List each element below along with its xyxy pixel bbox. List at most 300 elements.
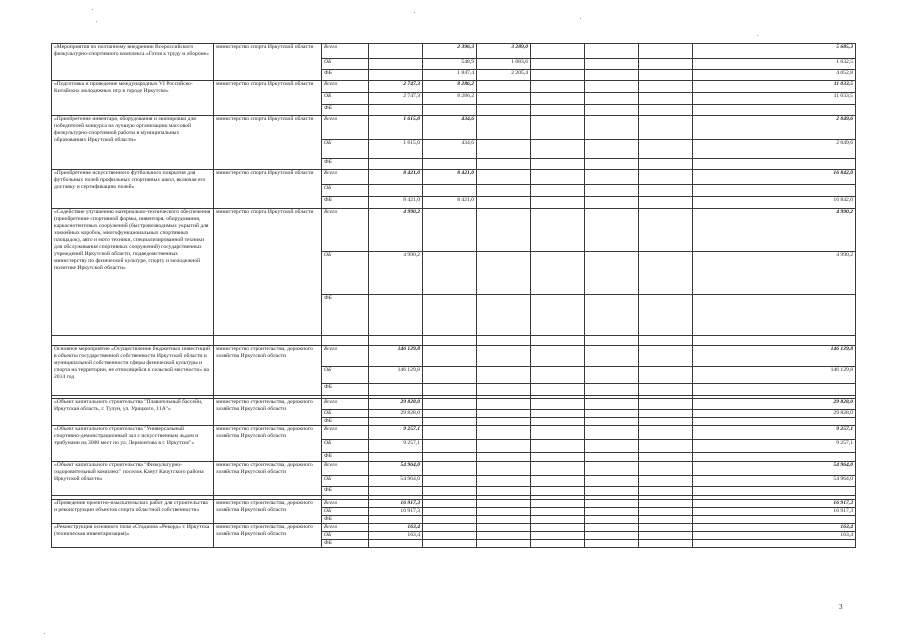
table-row [52, 170, 856, 185]
amount-cell [585, 159, 639, 170]
amount-cell [585, 170, 639, 185]
amount-cell [369, 105, 423, 116]
total-cell [693, 384, 856, 396]
total-cell: 5 685,3 [693, 44, 856, 59]
amount-cell: 2 205,4 [477, 70, 531, 81]
total-cell [693, 516, 856, 524]
amount-cell: 1 615,0 [369, 140, 423, 159]
funding-source: ОБ [322, 59, 369, 70]
amount-cell [585, 462, 639, 476]
amount-cell [477, 508, 531, 516]
amount-cell: 8 421,0 [423, 197, 477, 209]
amount-cell [585, 140, 639, 159]
amount-cell [531, 476, 585, 487]
amount-cell [531, 426, 585, 440]
amount-cell [531, 140, 585, 159]
total-cell: 11 033,5 [693, 81, 856, 93]
total-cell: 4 990,2 [693, 252, 856, 295]
amount-cell [423, 462, 477, 476]
total-cell [693, 159, 856, 170]
amount-cell [585, 476, 639, 487]
table-row [52, 209, 856, 252]
amount-cell [585, 487, 639, 496]
amount-cell [477, 516, 531, 524]
amount-cell [531, 70, 585, 81]
amount-cell [423, 185, 477, 197]
amount-cell [531, 209, 585, 252]
amount-cell: 54 964,0 [369, 462, 423, 476]
amount-cell: 1 615,0 [369, 116, 423, 140]
total-cell [693, 487, 856, 496]
amount-cell [531, 487, 585, 496]
funding-source: ФБ [322, 516, 369, 524]
funding-source: ОБ [322, 252, 369, 295]
amount-cell [531, 105, 585, 116]
amount-cell [477, 500, 531, 508]
amount-cell [531, 295, 585, 336]
amount-cell [531, 462, 585, 476]
executor: министерство строительства, дорожного хозяйства Иркутской области [214, 524, 322, 548]
total-cell: 54 964,0 [693, 462, 856, 476]
funding-source: Всего [322, 81, 369, 93]
amount-cell [639, 252, 693, 295]
amount-cell [639, 159, 693, 170]
amount-cell: 163,4 [369, 524, 423, 532]
executor: министерство строительства, дорожного хозяйства Иркутской области [214, 462, 322, 496]
amount-cell [531, 540, 585, 548]
amount-cell [477, 476, 531, 487]
amount-cell [369, 418, 423, 426]
funding-source: Всего [322, 500, 369, 508]
amount-cell [639, 209, 693, 252]
measure-name: Основное мероприятие «Осуществление бюджетных инвестиций в объекты государственной собственности Иркутской области и муниципальной собственности сферы физической культуры и спорта на территории, не относящейся к сельской местности» на 2014 год [52, 346, 214, 396]
table-row [52, 524, 856, 532]
amount-cell [585, 426, 639, 440]
amount-cell [585, 453, 639, 462]
amount-cell [639, 59, 693, 70]
measure-name: «Проведение проектно-изыскательских работ для строительства и реконструкции объектов спорта областной собственности» [52, 500, 214, 524]
amount-cell [477, 532, 531, 540]
amount-cell [423, 367, 477, 384]
amount-cell [423, 159, 477, 170]
total-cell: 4 990,2 [693, 209, 856, 252]
amount-cell: 4 990,2 [369, 209, 423, 252]
amount-cell [369, 487, 423, 496]
amount-cell: 434,6 [423, 140, 477, 159]
funding-source: ФБ [322, 70, 369, 81]
amount-cell [423, 399, 477, 410]
measure-name: «Содействие улучшению материально-технического обеспечения (приобретение спортивной формы, инвентаря, оборудования, каркаснотентовых сооружений (быстровозводимых укрытий для хоккейных коробок, многофункциональных спортивных площадок), авто и мото техники, специализированной техники для обслуживания спортивных сооружений) государственных учреждений Иркутской области, подведомственных министерству по физической культуре, спорту и молодежной политике Иркутской области» [52, 209, 214, 336]
amount-cell [585, 252, 639, 295]
total-cell: 16 842,0 [693, 170, 856, 185]
amount-cell [423, 410, 477, 418]
funding-source: Всего [322, 170, 369, 185]
amount-cell [423, 295, 477, 336]
amount-cell: 548,9 [423, 59, 477, 70]
amount-cell [477, 487, 531, 496]
funding-source: ОБ [322, 367, 369, 384]
amount-cell [639, 81, 693, 93]
table-row [52, 426, 856, 440]
executor: министерство спорта Иркутской области [214, 44, 322, 81]
amount-cell [585, 59, 639, 70]
amount-cell [477, 116, 531, 140]
table-row [52, 116, 856, 140]
amount-cell [639, 524, 693, 532]
funding-source: ФБ [322, 453, 369, 462]
measure-name: «Подготовка и проведение международных VI Российско-Китайских молодежных игр в городе Иркутске» [52, 81, 214, 116]
amount-cell [477, 185, 531, 197]
spacer-row [52, 336, 856, 346]
amount-cell [477, 197, 531, 209]
amount-cell [639, 384, 693, 396]
amount-cell [423, 453, 477, 462]
budget-sheet [51, 43, 855, 548]
amount-cell: 54 964,0 [369, 476, 423, 487]
amount-cell [423, 476, 477, 487]
amount-cell [585, 81, 639, 93]
amount-cell [531, 159, 585, 170]
amount-cell [639, 532, 693, 540]
amount-cell [639, 462, 693, 476]
executor: министерство спорта Иркутской области [214, 170, 322, 209]
amount-cell [639, 453, 693, 462]
funding-source: ОБ [322, 508, 369, 516]
amount-cell [639, 399, 693, 410]
funding-source: Всего [322, 399, 369, 410]
amount-cell [639, 170, 693, 185]
amount-cell [531, 346, 585, 367]
amount-cell [423, 487, 477, 496]
total-cell: 2 049,6 [693, 140, 856, 159]
amount-cell [477, 252, 531, 295]
amount-cell [423, 440, 477, 453]
funding-source: ОБ [322, 532, 369, 540]
amount-cell [477, 410, 531, 418]
total-cell: 146 129,8 [693, 346, 856, 367]
amount-cell [423, 524, 477, 532]
total-cell: 16 842,0 [693, 197, 856, 209]
amount-cell [639, 197, 693, 209]
total-cell: 29 828,0 [693, 410, 856, 418]
amount-cell [585, 516, 639, 524]
total-cell: 1 632,5 [693, 59, 856, 70]
amount-cell [531, 384, 585, 396]
total-cell: 11 033,5 [693, 93, 856, 105]
amount-cell [531, 185, 585, 197]
amount-cell: 146 129,8 [369, 367, 423, 384]
amount-cell [639, 105, 693, 116]
table-row [52, 500, 856, 508]
executor: министерство строительства, дорожного хозяйства Иркутской области [214, 346, 322, 396]
funding-source: ФБ [322, 418, 369, 426]
amount-cell [585, 209, 639, 252]
amount-cell [477, 170, 531, 185]
funding-source: ОБ [322, 476, 369, 487]
funding-source: ОБ [322, 185, 369, 197]
amount-cell [639, 508, 693, 516]
amount-cell [585, 440, 639, 453]
total-cell [693, 540, 856, 548]
amount-cell [639, 540, 693, 548]
amount-cell [477, 367, 531, 384]
amount-cell [477, 524, 531, 532]
amount-cell [531, 252, 585, 295]
funding-source: Всего [322, 426, 369, 440]
amount-cell [477, 384, 531, 396]
amount-cell [423, 252, 477, 295]
funding-source: Всего [322, 524, 369, 532]
amount-cell [639, 500, 693, 508]
amount-cell [423, 209, 477, 252]
funding-source: Всего [322, 346, 369, 367]
table-row [52, 462, 856, 476]
amount-cell [639, 295, 693, 336]
measure-name: «Объект капитального строительства "Физкультурно-оздоровительный комплекс" поселок Кануг Качугского района Иркутской области» [52, 462, 214, 496]
amount-cell [639, 367, 693, 384]
amount-cell [423, 418, 477, 426]
amount-cell [531, 524, 585, 532]
amount-cell [531, 44, 585, 59]
funding-source: ФБ [322, 159, 369, 170]
amount-cell [585, 418, 639, 426]
amount-cell [369, 295, 423, 336]
amount-cell: 8 421,0 [369, 197, 423, 209]
total-cell: 54 964,0 [693, 476, 856, 487]
amount-cell [585, 44, 639, 59]
amount-cell: 4 990,2 [369, 252, 423, 295]
amount-cell [585, 197, 639, 209]
amount-cell [369, 159, 423, 170]
total-cell: 29 828,0 [693, 399, 856, 410]
amount-cell [585, 70, 639, 81]
amount-cell [585, 295, 639, 336]
amount-cell [585, 346, 639, 367]
amount-cell [531, 399, 585, 410]
amount-cell: 16 917,3 [369, 500, 423, 508]
amount-cell [531, 453, 585, 462]
total-cell: 4 052,8 [693, 70, 856, 81]
amount-cell: 2 747,3 [369, 93, 423, 105]
amount-cell: 9 257,1 [369, 440, 423, 453]
funding-source: Всего [322, 462, 369, 476]
total-cell: 146 129,8 [693, 367, 856, 384]
amount-cell: 2 396,3 [423, 44, 477, 59]
amount-cell [531, 116, 585, 140]
amount-cell [531, 59, 585, 70]
amount-cell [639, 476, 693, 487]
amount-cell [585, 185, 639, 197]
amount-cell [477, 81, 531, 93]
amount-cell [639, 93, 693, 105]
amount-cell [423, 508, 477, 516]
amount-cell [477, 462, 531, 476]
amount-cell [585, 367, 639, 384]
amount-cell [585, 105, 639, 116]
amount-cell [477, 209, 531, 252]
amount-cell [423, 540, 477, 548]
amount-cell [639, 116, 693, 140]
amount-cell [639, 440, 693, 453]
amount-cell: 146 129,8 [369, 346, 423, 367]
amount-cell [531, 93, 585, 105]
amount-cell [369, 540, 423, 548]
funding-source: ФБ [322, 384, 369, 396]
measure-name: «Реконструкция основного поля «Стадиона «Рекорд» г. Иркутска (техническая инвентаризация)» [52, 524, 214, 548]
total-cell [693, 185, 856, 197]
executor: министерство спорта Иркутской области [214, 209, 322, 336]
funding-source: ОБ [322, 410, 369, 418]
amount-cell [585, 500, 639, 508]
amount-cell [585, 524, 639, 532]
measure-name: «Объект капитального строительства "Универсальный спортивно-демонстрационный зал с искусственным льдом и трибунами на 3000 мест по ул. Лермонтова в г. Иркутске"» [52, 426, 214, 462]
table-row [52, 44, 856, 59]
amount-cell [477, 105, 531, 116]
amount-cell [477, 140, 531, 159]
amount-cell [585, 508, 639, 516]
amount-cell [477, 399, 531, 410]
total-cell [693, 295, 856, 336]
total-cell: 9 257,1 [693, 426, 856, 440]
amount-cell [639, 426, 693, 440]
executor: министерство строительства, дорожного хозяйства Иркутской области [214, 399, 322, 426]
amount-cell [639, 516, 693, 524]
funding-source: ФБ [322, 197, 369, 209]
amount-cell: 8 421,0 [423, 170, 477, 185]
table-row [52, 399, 856, 410]
executor: министерство строительства, дорожного хозяйства Иркутской области [214, 500, 322, 524]
funding-source: ФБ [322, 487, 369, 496]
amount-cell [639, 487, 693, 496]
total-cell [693, 105, 856, 116]
amount-cell: 29 828,0 [369, 410, 423, 418]
total-cell: 2 049,6 [693, 116, 856, 140]
amount-cell [531, 516, 585, 524]
funding-source: ФБ [322, 105, 369, 116]
amount-cell [531, 532, 585, 540]
page-number: 3 [839, 603, 843, 611]
amount-cell: 2 747,3 [369, 81, 423, 93]
amount-cell [369, 516, 423, 524]
total-cell: 9 257,1 [693, 440, 856, 453]
amount-cell [423, 426, 477, 440]
amount-cell [639, 44, 693, 59]
amount-cell [531, 440, 585, 453]
amount-cell [477, 426, 531, 440]
amount-cell: 163,4 [369, 532, 423, 540]
amount-cell: 8 286,2 [423, 81, 477, 93]
amount-cell [423, 500, 477, 508]
funding-source: Всего [322, 209, 369, 252]
measure-name: «Объект капитального строительства "Плавательный бассейн, Иркутская область, г. Тулун, ул. Урицкого, 11А"» [52, 399, 214, 426]
amount-cell [423, 516, 477, 524]
amount-cell: 1 083,6 [477, 59, 531, 70]
amount-cell: 1 847,4 [423, 70, 477, 81]
amount-cell [369, 70, 423, 81]
amount-cell [585, 410, 639, 418]
amount-cell: 8 286,2 [423, 93, 477, 105]
amount-cell [477, 159, 531, 170]
executor: министерство спорта Иркутской области [214, 81, 322, 116]
measure-name: «Приобретение искусственного футбольного покрытия для футбольных полей профильных спортивных школ, включая его доставку и сертификацию полей» [52, 170, 214, 209]
amount-cell [531, 508, 585, 516]
amount-cell [531, 197, 585, 209]
total-cell [693, 418, 856, 426]
executor: министерство спорта Иркутской области [214, 116, 322, 170]
total-cell: 16 917,3 [693, 500, 856, 508]
amount-cell [477, 93, 531, 105]
amount-cell [585, 532, 639, 540]
amount-cell [423, 105, 477, 116]
amount-cell [477, 295, 531, 336]
amount-cell [531, 170, 585, 185]
amount-cell [369, 453, 423, 462]
amount-cell [585, 93, 639, 105]
amount-cell [639, 418, 693, 426]
measure-name: «Приобретение инвентаря, оборудования и экипировки для победителей конкурса на лучшую организацию массовой физкультурно-спортивной работы в муниципальных образованиях Иркутской области» [52, 116, 214, 170]
amount-cell [477, 346, 531, 367]
amount-cell [531, 500, 585, 508]
budget-table [51, 43, 856, 548]
amount-cell [531, 81, 585, 93]
amount-cell [369, 44, 423, 59]
amount-cell: 16 917,3 [369, 508, 423, 516]
amount-cell [639, 185, 693, 197]
amount-cell [639, 346, 693, 367]
table-row [52, 346, 856, 367]
amount-cell [477, 418, 531, 426]
total-cell: 163,4 [693, 532, 856, 540]
amount-cell: 9 257,1 [369, 426, 423, 440]
amount-cell [423, 384, 477, 396]
amount-cell [639, 410, 693, 418]
amount-cell [585, 399, 639, 410]
amount-cell [477, 540, 531, 548]
amount-cell [369, 59, 423, 70]
amount-cell: 8 421,0 [369, 170, 423, 185]
funding-source: ОБ [322, 93, 369, 105]
table-row [52, 81, 856, 93]
total-cell [693, 453, 856, 462]
amount-cell: 3 289,0 [477, 44, 531, 59]
funding-source: ОБ [322, 440, 369, 453]
funding-source: ОБ [322, 140, 369, 159]
amount-cell [639, 140, 693, 159]
amount-cell [423, 346, 477, 367]
funding-source: ФБ [322, 540, 369, 548]
amount-cell [369, 384, 423, 396]
funding-source: Всего [322, 116, 369, 140]
amount-cell [585, 116, 639, 140]
amount-cell [477, 453, 531, 462]
amount-cell [639, 70, 693, 81]
measure-name: «Мероприятия по поэтапному внедрению Всероссийского физкультурно-спортивного комплекса «Готов к труду и обороне» [52, 44, 214, 81]
funding-source: ФБ [322, 295, 369, 336]
executor: министерство строительства, дорожного хозяйства Иркутской области [214, 426, 322, 462]
amount-cell [477, 440, 531, 453]
funding-source: Всего [322, 44, 369, 59]
amount-cell [423, 532, 477, 540]
amount-cell [531, 410, 585, 418]
total-cell: 163,4 [693, 524, 856, 532]
amount-cell: 29 828,0 [369, 399, 423, 410]
amount-cell: 434,6 [423, 116, 477, 140]
amount-cell [369, 185, 423, 197]
amount-cell [531, 367, 585, 384]
amount-cell [531, 418, 585, 426]
amount-cell [585, 384, 639, 396]
amount-cell [585, 540, 639, 548]
